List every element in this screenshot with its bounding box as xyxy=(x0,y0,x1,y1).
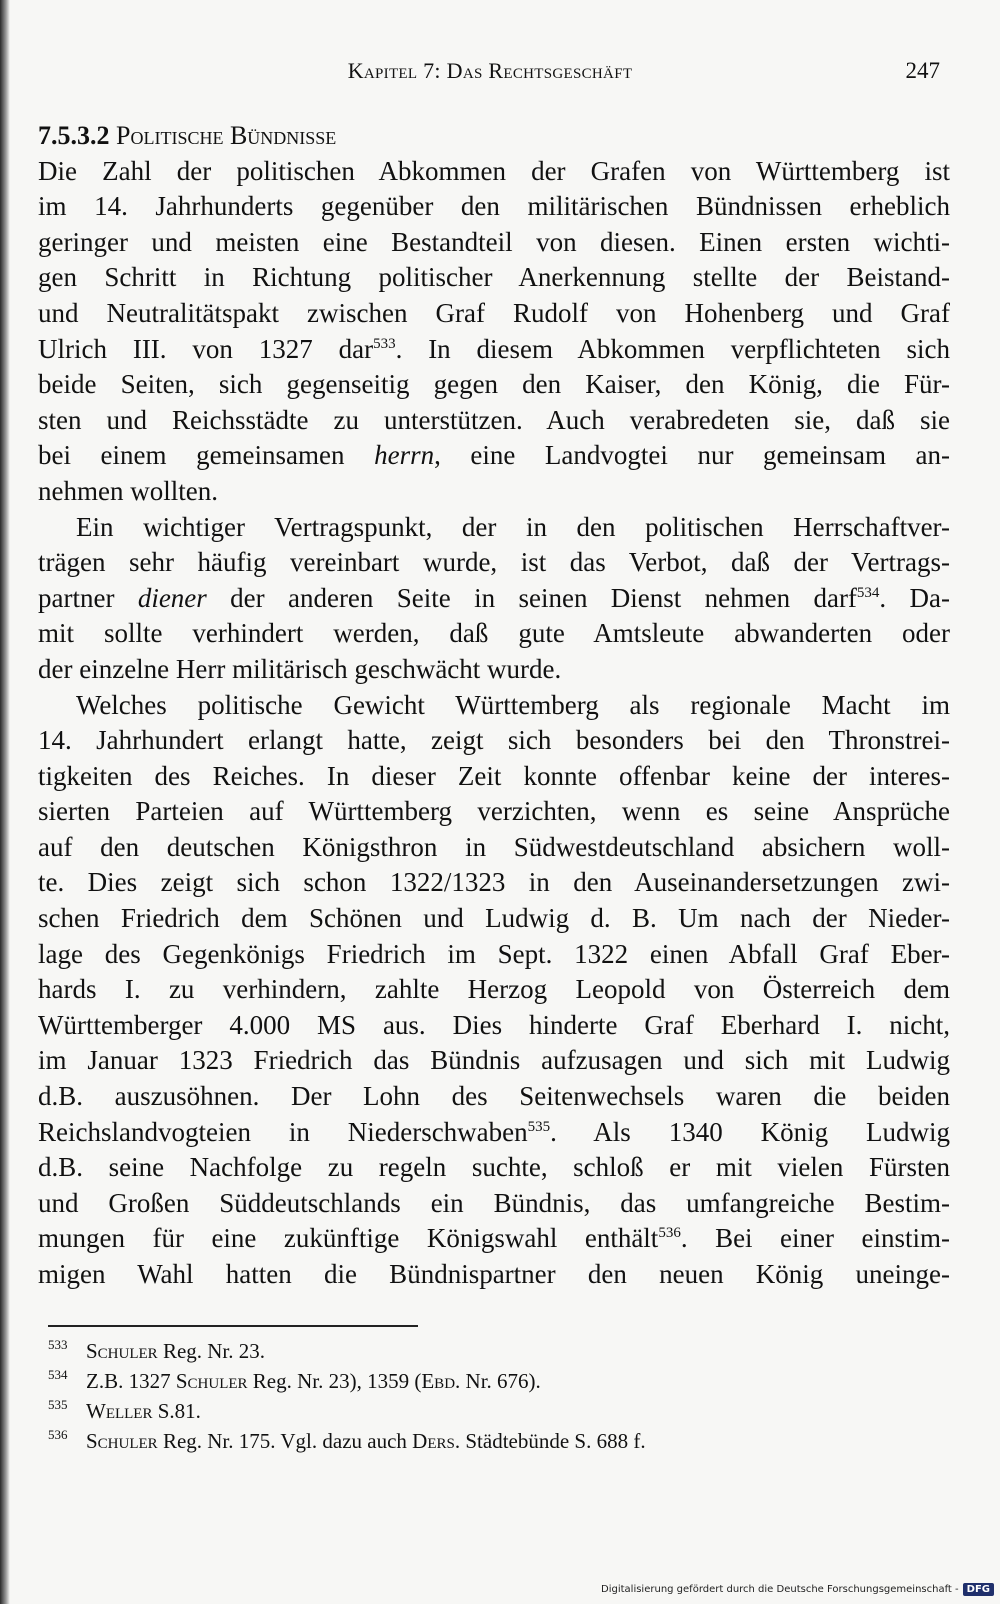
footnote-ref: 536 xyxy=(658,1225,681,1242)
text-line: d.B. seine Nachfolge zu regeln suchte, schloß er mit vielen Fürsten xyxy=(38,1152,950,1183)
section-number: 7.5.3.2 xyxy=(38,121,110,150)
text-line: im Januar 1323 Friedrich das Bündnis aufzusagen und sich mit Ludwig xyxy=(38,1045,950,1076)
text-line: Württemberger 4.000 MS aus. Dies hinderte Graf Eberhard I. nicht, xyxy=(38,1009,950,1040)
text-line: 14. Jahrhundert erlangt hatte, zeigt sich besonders bei den Thronstrei- xyxy=(38,725,950,756)
italic-word: herrn xyxy=(374,440,435,471)
footnote-divider xyxy=(48,1325,418,1327)
credit-text: Digitalisierung gefördert durch die Deutsche Forschungsgemeinschaft - xyxy=(601,1583,959,1595)
text-line: partner diener der anderen Seite in seinen Dienst nehmen darf$^{534}$. Da- xyxy=(38,582,950,613)
text-line: gen Schritt in Richtung politischer Anerkennung stellte der Beistand- xyxy=(38,262,950,293)
text-line: und Großen Süddeutschlands ein Bündnis, das umfangreiche Bestim- xyxy=(38,1187,950,1218)
footnote-536: 536 Schuler Reg. Nr. 175. Vgl. dazu auch Ders. Städtebünde S. 688 f. xyxy=(48,1426,948,1456)
text-line: und Neutralitätspakt zwischen Graf Rudolf von Hohenberg und Graf xyxy=(38,297,950,328)
footnote-535: 535 Weller S.81. xyxy=(48,1396,948,1426)
footnote-number: 535 xyxy=(48,1397,68,1412)
footnote-number: 533 xyxy=(48,1337,68,1352)
text-line: hards I. zu verhindern, zahlte Herzog Leopold von Österreich dem xyxy=(38,974,950,1005)
text-line: auf den deutschen Königsthron in Südwestdeutschland absichern woll- xyxy=(38,831,950,862)
section-title: Politische Bündnisse xyxy=(116,121,337,150)
text-line: im 14. Jahrhunderts gegenüber den militärischen Bündnissen erheblich xyxy=(38,191,950,222)
footnotes xyxy=(48,1336,948,1456)
text-line: d.B. auszusöhnen. Der Lohn des Seitenwechsels waren die beiden xyxy=(38,1081,950,1112)
footnote-ref: 535 xyxy=(527,1118,551,1135)
author-name: Weller xyxy=(86,1399,153,1423)
author-name: Schuler xyxy=(175,1369,248,1393)
text-line: te. Dies zeigt sich schon 1322/1323 in den Auseinandersetzungen zwi- xyxy=(38,867,950,898)
footnote-ref: 533 xyxy=(373,335,396,352)
author-name: Schuler xyxy=(86,1429,158,1453)
paragraph-1 xyxy=(38,154,950,510)
footnote-534: 534 Z.B. 1327 Schuler Reg. Nr. 23), 1359 (Ebd. Nr. 676). xyxy=(48,1366,948,1396)
text-line: mit sollte verhindert werden, daß gute Amtsleute abwanderten oder xyxy=(38,618,950,649)
section-heading xyxy=(38,118,950,154)
footnote-number: 536 xyxy=(48,1427,68,1442)
text-line: Ulrich III. von 1327 dar$^{533}$. In diesem Abkommen verpflichteten sich xyxy=(38,333,950,364)
italic-word: diener xyxy=(137,582,207,613)
footnote-533: 533 Schuler Reg. Nr. 23. xyxy=(48,1336,948,1366)
text-line: Reichslandvogteien in Niederschwaben$^{535}$. Als 1340 König Ludwig xyxy=(38,1116,950,1147)
text-line: Welches politische Gewicht Württemberg als regionale Macht im xyxy=(76,689,950,720)
text-line: der einzelne Herr militärisch geschwächt wurde. xyxy=(38,653,562,684)
text-line: beide Seiten, sich gegenseitig gegen den Kaiser, den König, die Für- xyxy=(38,369,950,400)
page-number: 247 xyxy=(905,58,940,83)
dfg-logo-icon: DFG xyxy=(963,1583,994,1596)
text-line: Ein wichtiger Vertragspunkt, der in den politischen Herrschaftver- xyxy=(76,511,950,542)
body-text xyxy=(38,118,950,1293)
funding-credit xyxy=(601,1580,994,1598)
text-line: nehmen wollten. xyxy=(38,475,218,506)
text-line: lage des Gegenkönigs Friedrich im Sept. 1322 einen Abfall Graf Eber- xyxy=(38,938,950,969)
running-head xyxy=(40,58,940,94)
paragraph-3 xyxy=(38,688,950,1293)
text-line: mungen für eine zukünftige Königswahl enthält$^{536}$. Bei einer einstim- xyxy=(38,1223,950,1254)
paragraph-2 xyxy=(38,510,950,688)
footnote-ref: 534 xyxy=(856,584,880,601)
text-line: migen Wahl hatten die Bündnispartner den neuen König uneinge- xyxy=(38,1259,950,1289)
text-line: Die Zahl der politischen Abkommen der Grafen von Württemberg ist xyxy=(38,155,950,186)
text-line: tigkeiten des Reiches. In dieser Zeit konnte offenbar keine der interes- xyxy=(38,760,950,791)
text-line: sten und Reichsstädte zu unterstützen. Auch verabredeten sie, daß sie xyxy=(38,404,950,435)
book-spine-shadow xyxy=(0,0,10,1604)
text-line: bei einem gemeinsamen herrn, eine Landvogtei nur gemeinsam an- xyxy=(38,440,950,471)
author-name: Schuler xyxy=(86,1339,158,1363)
footnote-number: 534 xyxy=(48,1367,68,1382)
text-line: schen Friedrich dem Schönen und Ludwig d. B. Um nach der Nieder- xyxy=(38,903,950,934)
text-line: geringer und meisten eine Bestandteil von diesen. Einen ersten wichti- xyxy=(38,226,950,257)
text-line: trägen sehr häufig vereinbart wurde, ist das Verbot, daß der Vertrags- xyxy=(38,547,950,578)
running-title: Kapitel 7: Das Rechtsgeschäft xyxy=(347,58,633,83)
text-line: sierten Parteien auf Württemberg verzichten, wenn es seine Ansprüche xyxy=(38,796,950,827)
